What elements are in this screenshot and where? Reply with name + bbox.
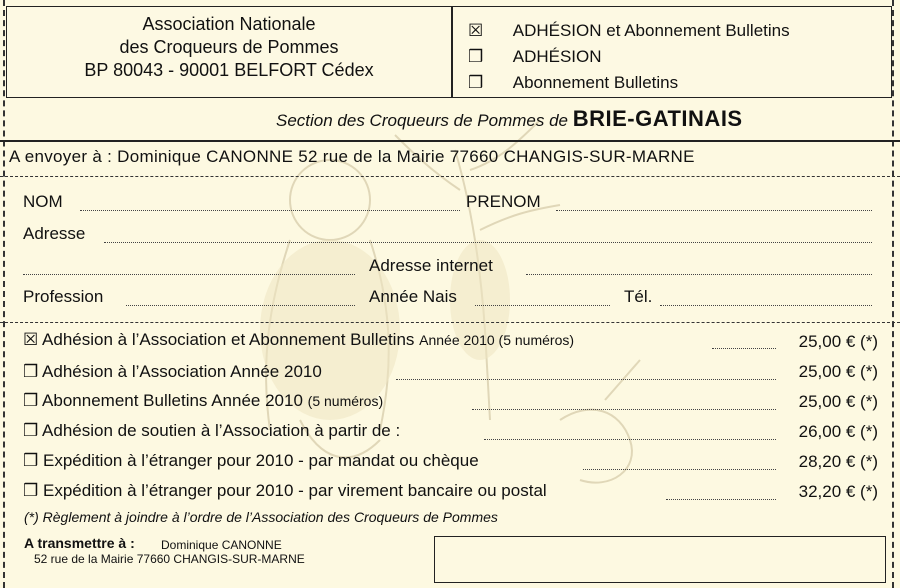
leader-dots [484, 439, 776, 440]
fee-price: 25,00 € (*) [798, 332, 878, 351]
section-name: BRIE-GATINAIS [572, 106, 743, 131]
internet-label: Adresse internet [369, 256, 493, 275]
checkbox-icon[interactable]: ❒ [23, 421, 39, 440]
prenom-input[interactable] [556, 210, 872, 211]
association-address-box [6, 6, 452, 98]
checkbox-icon[interactable]: ❒ [23, 391, 39, 410]
option-membership-and-bulletins[interactable]: ☒ ADHÉSION et Abonnement Bulletins [468, 19, 790, 43]
checkbox-icon[interactable]: ❒ [468, 73, 484, 92]
association-line1: Association Nationale [142, 14, 316, 34]
transmit-name: Dominique CANONNE [161, 538, 282, 552]
annee-input[interactable] [475, 305, 610, 306]
tel-label: Tél. [624, 287, 653, 306]
profession-input[interactable] [126, 305, 355, 306]
fee-item[interactable]: ❒ Expédition à l’étranger pour 2010 - par virement bancaire ou postal [23, 481, 547, 500]
leader-dots [472, 409, 776, 410]
fee-price: 26,00 € (*) [798, 422, 878, 441]
checkbox-icon[interactable]: ❒ [23, 451, 39, 470]
dashed-divider [0, 322, 900, 323]
checkbox-icon[interactable]: ❒ [468, 47, 484, 66]
fee-item[interactable]: ❒ Abonnement Bulletins Année 2010 (5 numéros) [23, 391, 384, 410]
fee-item[interactable]: ❒ Expédition à l’étranger pour 2010 - par mandat ou chèque [23, 451, 479, 470]
profession-label: Profession [23, 287, 104, 306]
association-line3: BP 80043 - 90001 BELFORT Cédex [84, 60, 374, 80]
transmit-label: A transmettre à : [24, 535, 135, 551]
nom-input[interactable] [80, 210, 460, 211]
annee-label: Année Nais [369, 287, 457, 306]
prenom-label: PRENOM [466, 192, 541, 211]
left-dashed-edge [3, 0, 5, 588]
adresse-input[interactable] [104, 242, 872, 243]
fee-item[interactable]: ❒ Adhésion à l’Association Année 2010 [23, 362, 322, 381]
signature-box[interactable] [434, 536, 886, 583]
option-membership[interactable]: ❒ ADHÉSION [468, 45, 602, 69]
section-title: Section des Croqueurs de Pommes de BRIE-GATINAIS [276, 106, 743, 131]
association-line2: des Croqueurs de Pommes [119, 37, 339, 57]
send-to-address: A envoyer à : Dominique CANONNE 52 rue de la Mairie 77660 CHANGIS-SUR-MARNE [9, 147, 695, 166]
subscription-options-box [452, 6, 892, 98]
leader-dots [666, 499, 776, 500]
fee-price: 28,20 € (*) [798, 452, 878, 471]
divider [0, 140, 900, 142]
adresse-input-line2[interactable] [23, 274, 355, 275]
transmit-address: 52 rue de la Mairie 77660 CHANGIS-SUR-MARNE [34, 552, 305, 566]
internet-input[interactable] [526, 274, 872, 275]
fee-price: 32,20 € (*) [798, 482, 878, 501]
option-bulletins[interactable]: ❒ Abonnement Bulletins [468, 71, 678, 95]
nom-label: NOM [23, 192, 63, 211]
leader-dots [396, 379, 776, 380]
checkbox-icon[interactable]: ❒ [23, 481, 39, 500]
footnote: (*) Règlement à joindre à l’ordre de l’Association des Croqueurs de Pommes [24, 509, 498, 525]
checked-box-icon[interactable]: ☒ [23, 330, 39, 349]
checkbox-icon[interactable]: ❒ [23, 362, 39, 381]
fee-price: 25,00 € (*) [798, 362, 878, 381]
fee-item[interactable]: ❒ Adhésion de soutien à l’Association à partir de : [23, 421, 401, 440]
fee-price: 25,00 € (*) [798, 392, 878, 411]
fee-item[interactable]: ☒ Adhésion à l’Association et Abonnement Bulletins Année 2010 (5 numéros) [23, 330, 575, 349]
leader-dots [712, 348, 776, 349]
leader-dots [583, 469, 776, 470]
dashed-divider [0, 176, 900, 177]
right-dashed-edge [892, 0, 894, 588]
tel-input[interactable] [660, 305, 872, 306]
checked-box-icon[interactable]: ☒ [468, 21, 484, 40]
adresse-label: Adresse [23, 224, 86, 243]
